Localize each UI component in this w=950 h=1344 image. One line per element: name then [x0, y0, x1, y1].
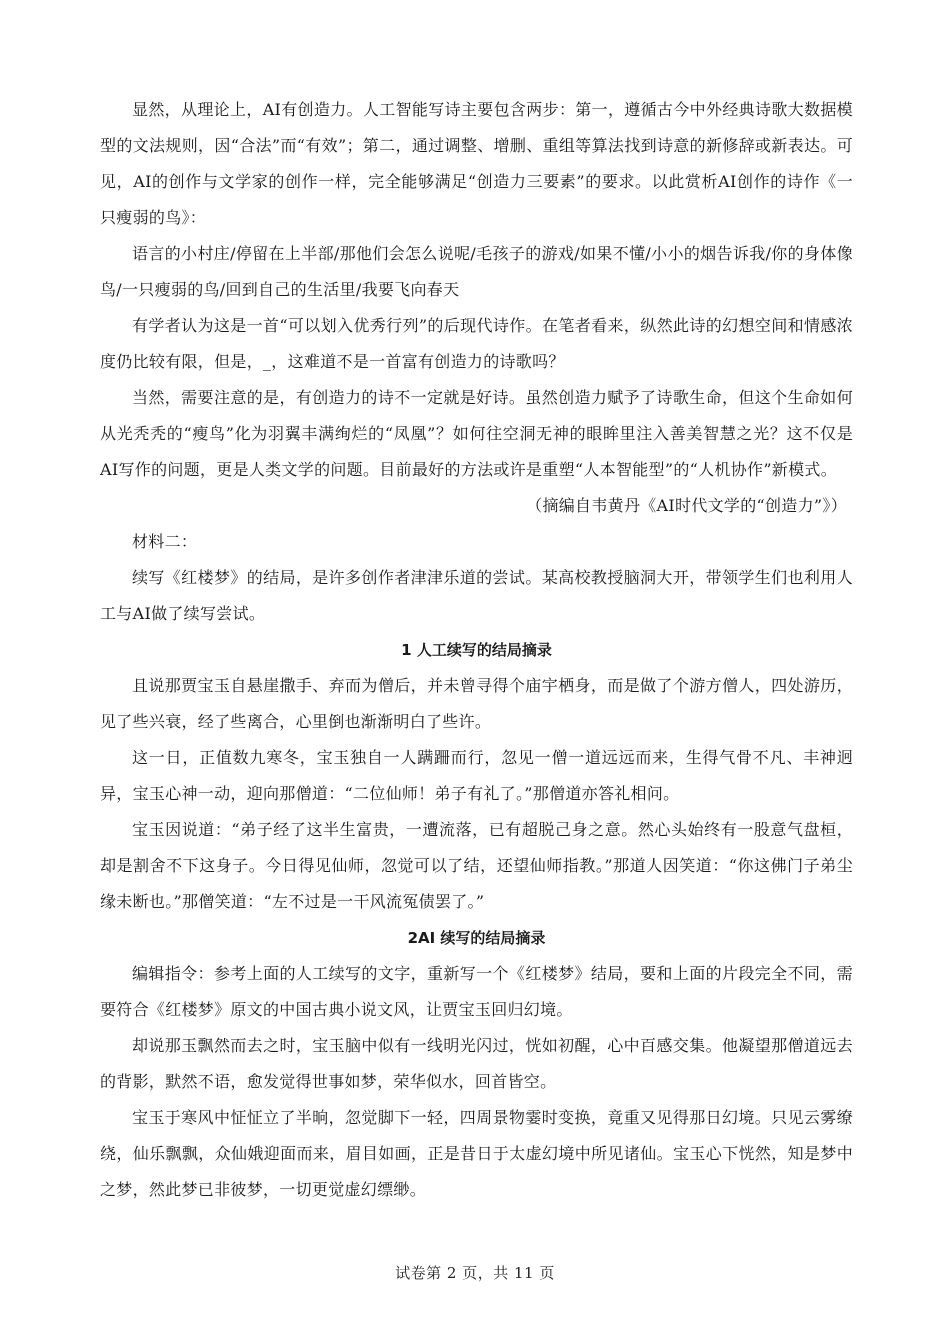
paragraph-ai-instruction: 编辑指令：参考上面的人工续写的文字，重新写一个《红楼梦》结局，要和上面的片段完全不同，需要符合《红楼梦》原文的中国古典小说文风，让贾宝玉回归幻境。 — [100, 964, 853, 1019]
paragraph-ai-continuation-1: 却说那玉飘然而去之时，宝玉脑中似有一线明光闪过，恍如初醒，心中百感交集。他凝望那僧道远去的背影，默然不语，愈发觉得世事如梦，荣华似水，回首皆空。 — [100, 1036, 853, 1091]
paragraph-human-continuation-2: 这一日，正值数九寒冬，宝玉独自一人蹒跚而行，忽见一僧一道远远而来，生得气骨不凡、丰神迥异，宝玉心神一动，迎向那僧道：“二位仙师！弟子有礼了。”那僧道亦答礼相问。 — [100, 748, 853, 803]
paragraph-human-continuation-1: 且说那贾宝玉自悬崖撒手、弃而为僧后，并未曾寻得个庙宇栖身，而是做了个游方僧人，四处游历，见了些兴衰，经了些离合，心里倒也渐渐明白了些许。 — [100, 676, 853, 731]
source-citation: （摘编自韦黄丹《AI时代文学的“创造力”》） — [526, 496, 847, 515]
paragraph-ai-continuation-2: 宝玉于寒风中怔怔立了半晌，忽觉脚下一轻，四周景物霎时变换，竟重又见得那日幻境。只见云雾缭绕，仙乐飘飘，众仙娥迎面而来，眉目如画，正是昔日于太虚幻境中所见诸仙。宝玉心下恍然，知是梦中之梦，然此梦已非彼梦，一切更觉虚幻缥缈。 — [100, 1108, 853, 1199]
page-footer: 试卷第 2 页，共 11 页 — [395, 1264, 555, 1282]
material-two-label: 材料二： — [132, 532, 198, 551]
section-heading-ai-continuation: 2AI 续写的结局摘录 — [407, 929, 546, 947]
paragraph-scholar-view: 有学者认为这是一首“可以划入优秀行列”的后现代诗作。在笔者看来，纵然此诗的幻想空间和情感浓度仍比较有限，但是，_，这难道不是一首富有创造力的诗歌吗？ — [100, 316, 853, 371]
paragraph-human-continuation-3: 宝玉因说道：“弟子经了这半生富贵，一遭流落，已有超脱己身之意。然心头始终有一股意气盘桓，却是割舍不下这身子。今日得见仙师，忽觉可以了结，还望仙师指教。”那道人因笑道：“你这佛门子弟尘缘未断也。”那僧笑道：“左不过是一干风流冤债罢了。” — [100, 820, 853, 911]
paragraph-good-poetry: 当然，需要注意的是，有创造力的诗不一定就是好诗。虽然创造力赋予了诗歌生命，但这个生命如何从光秃秃的“瘦鸟”化为羽翼丰满绚烂的“凤凰”？如何往空洞无神的眼眸里注入善美智慧之光？这不仅是AI写作的问题，更是人类文学的问题。目前最好的方法或许是重塑“人本智能型”的“人机协作”新模式。 — [100, 388, 853, 479]
section-heading-human-continuation: 1 人工续写的结局摘录 — [401, 641, 552, 659]
paragraph-material-two-intro: 续写《红楼梦》的结局，是许多创作者津津乐道的尝试。某高校教授脑洞大开，带领学生们也利用人工与AI做了续写尝试。 — [100, 568, 853, 623]
paragraph-ai-creativity: 显然，从理论上，AI有创造力。人工智能写诗主要包含两步：第一，遵循古今中外经典诗歌大数据模型的文法规则，因“合法”而“有效”；第二，通过调整、增删、重组等算法找到诗意的新修辞或新表达。可见，AI的创作与文学家的创作一样，完全能够满足“创造力三要素”的要求。以此赏析AI创作的诗作《一只瘦弱的鸟》： — [100, 100, 853, 227]
paragraph-poem: 语言的小村庄/停留在上半部/那他们会怎么说呢/毛孩子的游戏/如果不懂/小小的烟告诉我/你的身体像鸟/一只瘦弱的鸟/回到自己的生活里/我要飞向春天 — [100, 244, 853, 299]
exam-page-content — [100, 92, 853, 1208]
